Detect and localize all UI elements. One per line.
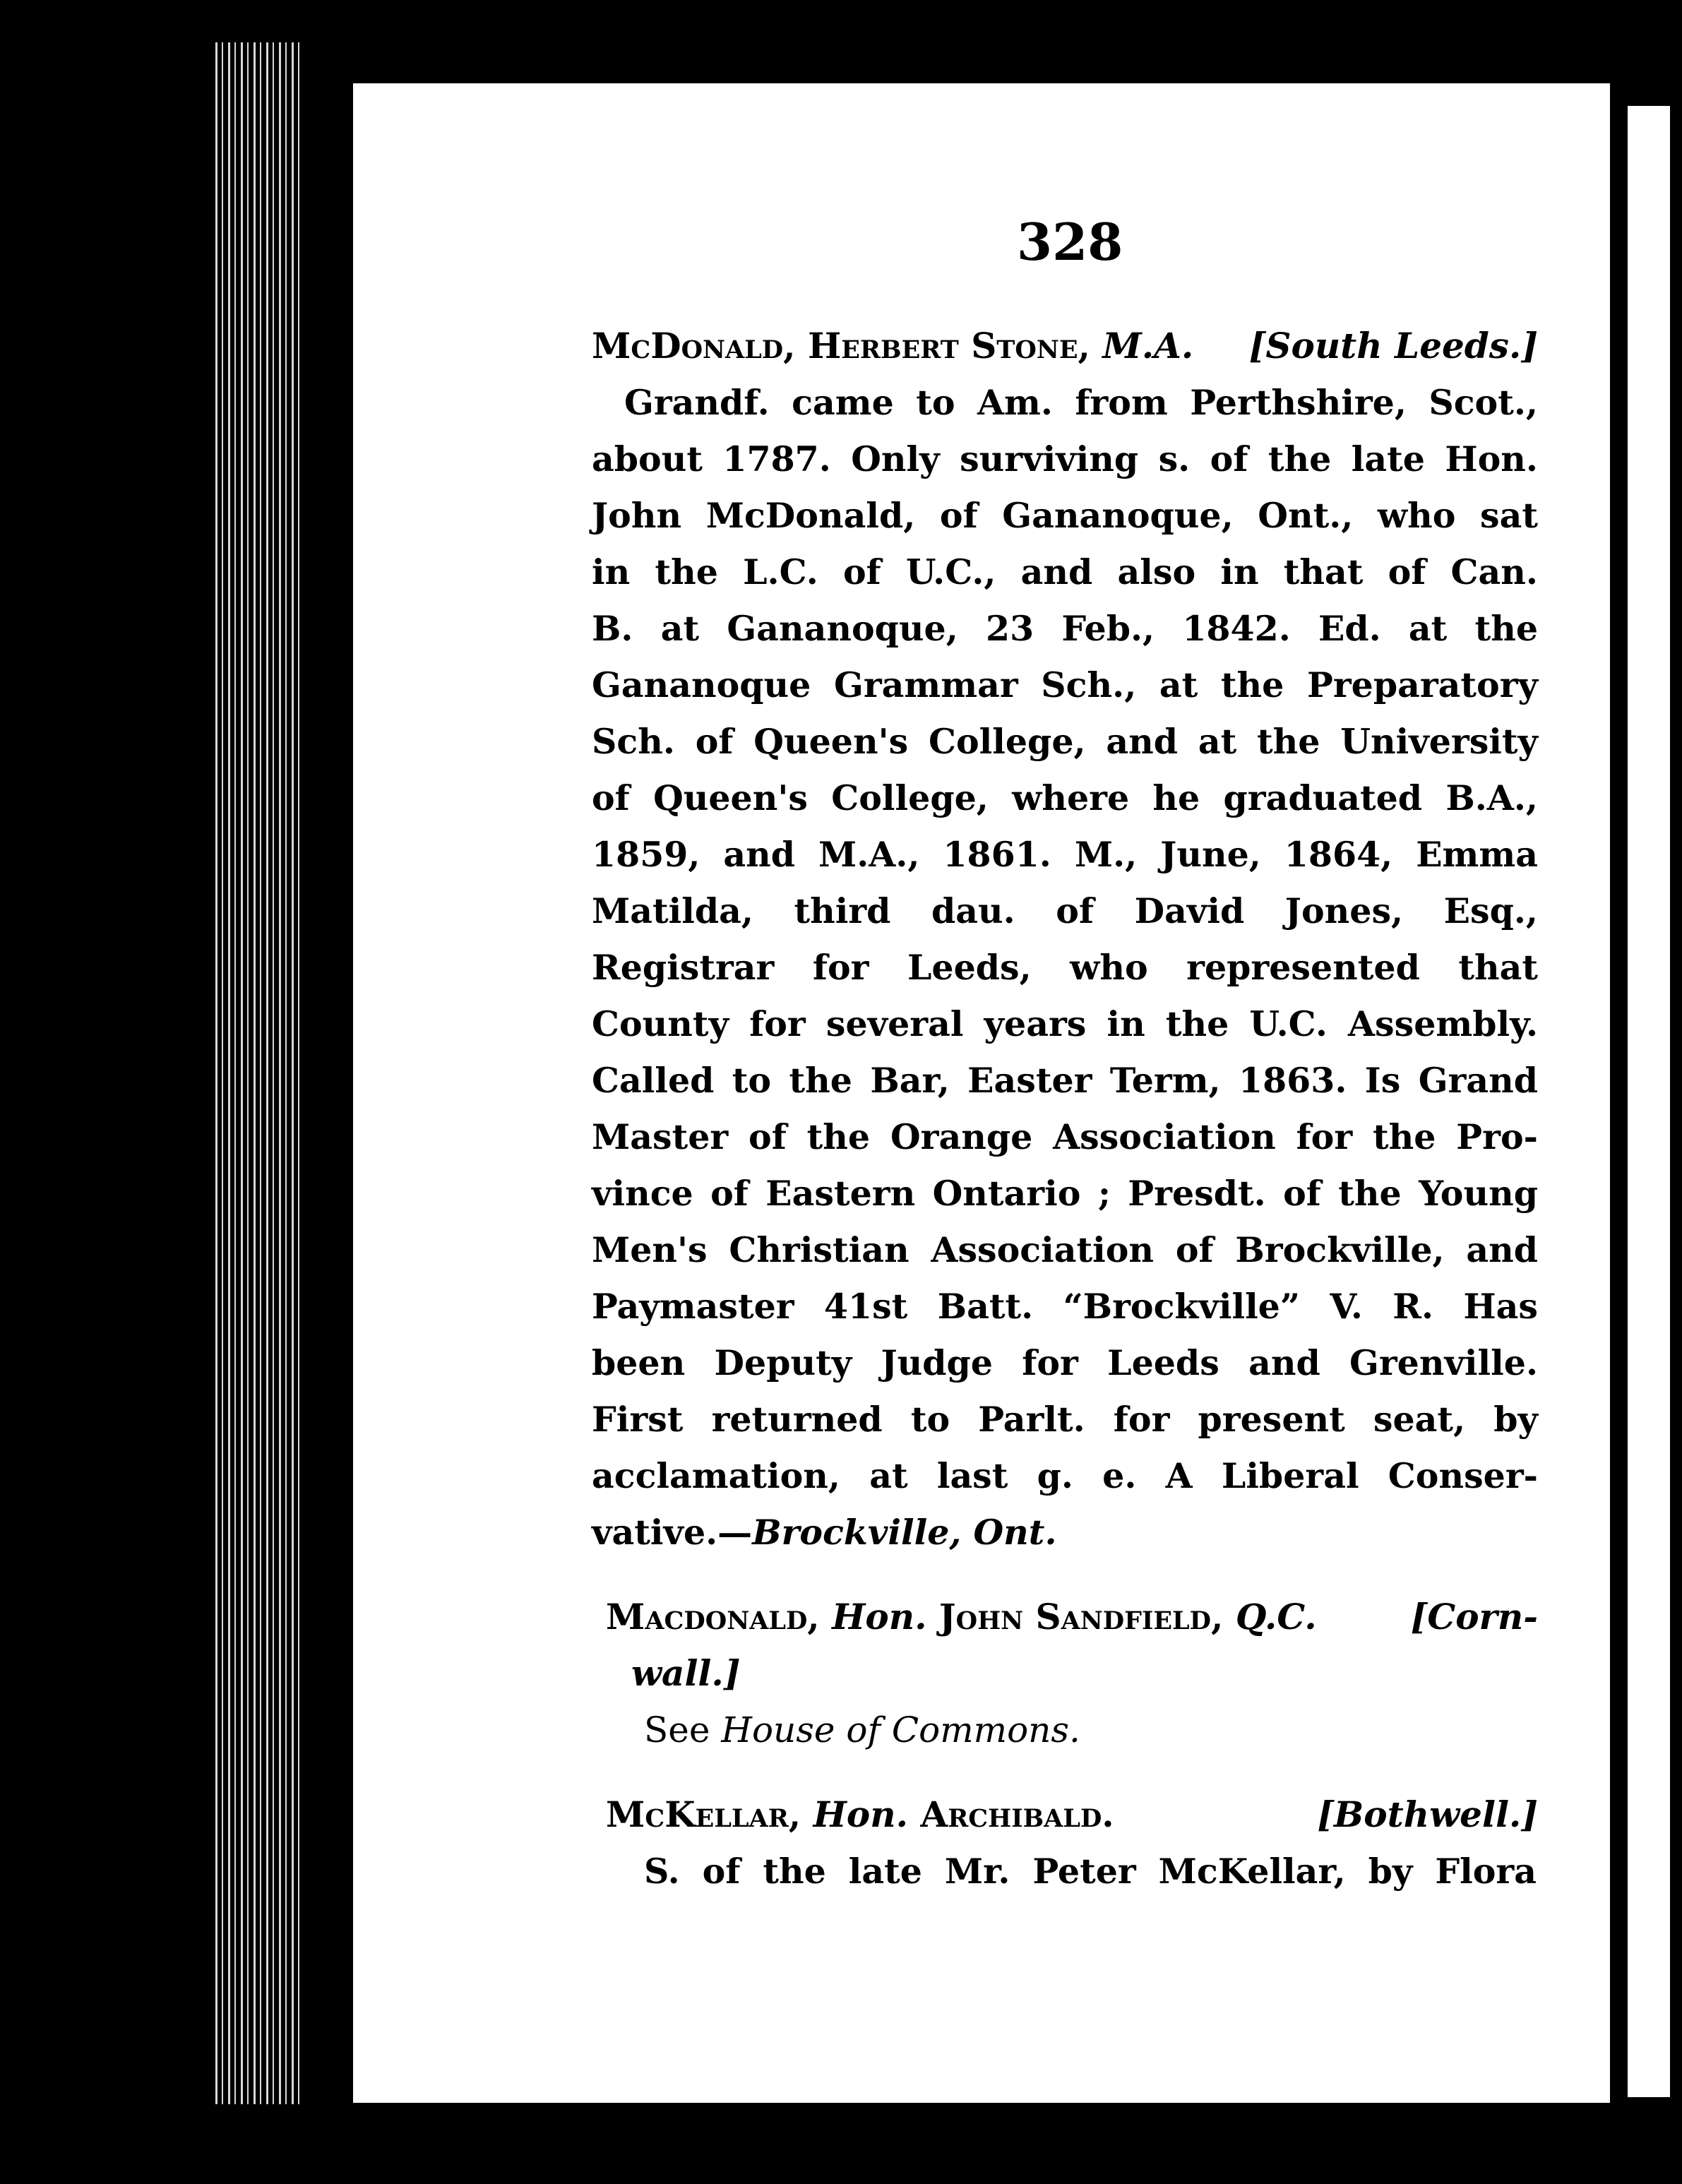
biography-line: been Deputy Judge for Leeds and Grenville.: [592, 1342, 1538, 1383]
biography-line: B. at Gananoque, 23 Feb., 1842. Ed. at the: [592, 608, 1538, 649]
entry-honorific: Hon.: [813, 1794, 908, 1835]
entry-riding-cont: wall.]: [631, 1652, 741, 1694]
page-number: 328: [1017, 212, 1123, 272]
biography-line: in the L.C. of U.C., and also in that of Can.: [592, 551, 1538, 592]
biography-line-last: [592, 1504, 1538, 1561]
entry-surname: McDonald,: [592, 325, 796, 366]
biography-line: about 1787. Only surviving s. of the late Hon.: [592, 438, 1538, 479]
entry-heading-mcdonald-herbert: [592, 318, 1538, 374]
biography-line: Matilda, third dau. of David Jones, Esq.,: [592, 890, 1538, 931]
entry-heading-mckellar-archibald: [606, 1786, 1538, 1843]
biography-text: vative.—: [592, 1512, 753, 1553]
biography-line: Sch. of Queen's College, and at the University: [592, 721, 1538, 762]
entry-name: [606, 1589, 1317, 1645]
cross-reference: [644, 1702, 1080, 1758]
biography-line: Called to the Bar, Easter Term, 1863. Is Grand: [592, 1060, 1538, 1101]
entry-riding: [Bothwell.]: [1317, 1794, 1538, 1835]
entry-riding: [South Leeds.]: [1248, 325, 1538, 366]
next-page-edge: [1628, 106, 1670, 2097]
entry-riding: [Corn-: [1410, 1596, 1538, 1637]
entry-given-names: Archibald.: [920, 1794, 1114, 1835]
entry-biography-mcdonald-herbert: [592, 374, 1538, 1561]
entry-biography-mckellar: [644, 1843, 1537, 1899]
biography-line: 1859, and M.A., 1861. M., June, 1864, Emma: [592, 834, 1538, 875]
biography-line: Master of the Orange Association for the Pro-: [592, 1116, 1538, 1157]
cross-reference-label: See: [644, 1709, 710, 1750]
biography-line: vince of Eastern Ontario ; Presdt. of the Young: [592, 1173, 1538, 1214]
biography-line: Gananoque Grammar Sch., at the Preparatory: [592, 664, 1538, 705]
entry-name: [606, 1786, 1114, 1843]
cross-reference-target: House of Commons.: [721, 1709, 1080, 1750]
biography-line: John McDonald, of Gananoque, Ont., who sat: [592, 495, 1538, 536]
entry-given-names: Herbert Stone,: [808, 325, 1090, 366]
biography-line: County for several years in the U.C. Assembly.: [592, 1003, 1538, 1044]
biography-line: Paymaster 41st Batt. “Brockville” V. R. Has: [592, 1286, 1538, 1327]
entry-heading-macdonald-john: [606, 1589, 1538, 1645]
biography-line: S. of the late Mr. Peter McKellar, by Flora: [644, 1851, 1537, 1892]
right-page-gap: [1610, 83, 1628, 2110]
entry-riding-continued: [631, 1645, 741, 1702]
entry-name: [592, 318, 1193, 374]
entry-given-names: John Sandfield,: [938, 1596, 1224, 1637]
biography-line: acclamation, at last g. e. A Liberal Conser-: [592, 1455, 1538, 1496]
entry-surname: Macdonald,: [606, 1596, 820, 1637]
entry-degree: M.A.: [1102, 325, 1194, 366]
biography-line: Men's Christian Association of Brockville, and: [592, 1229, 1538, 1270]
biography-line: First returned to Parlt. for present seat, by: [592, 1399, 1538, 1440]
biography-line: Registrar for Leeds, who represented that: [592, 947, 1538, 988]
entry-honorific: Hon.: [832, 1596, 927, 1637]
biography-line: of Queen's College, where he graduated B.A.,: [592, 777, 1538, 818]
entry-surname: McKellar,: [606, 1794, 801, 1835]
entry-degree: Q.C.: [1235, 1596, 1317, 1637]
biography-address: Brockville, Ont.: [752, 1512, 1057, 1553]
biography-line: Grandf. came to Am. from Perthshire, Scot.,: [624, 382, 1538, 423]
